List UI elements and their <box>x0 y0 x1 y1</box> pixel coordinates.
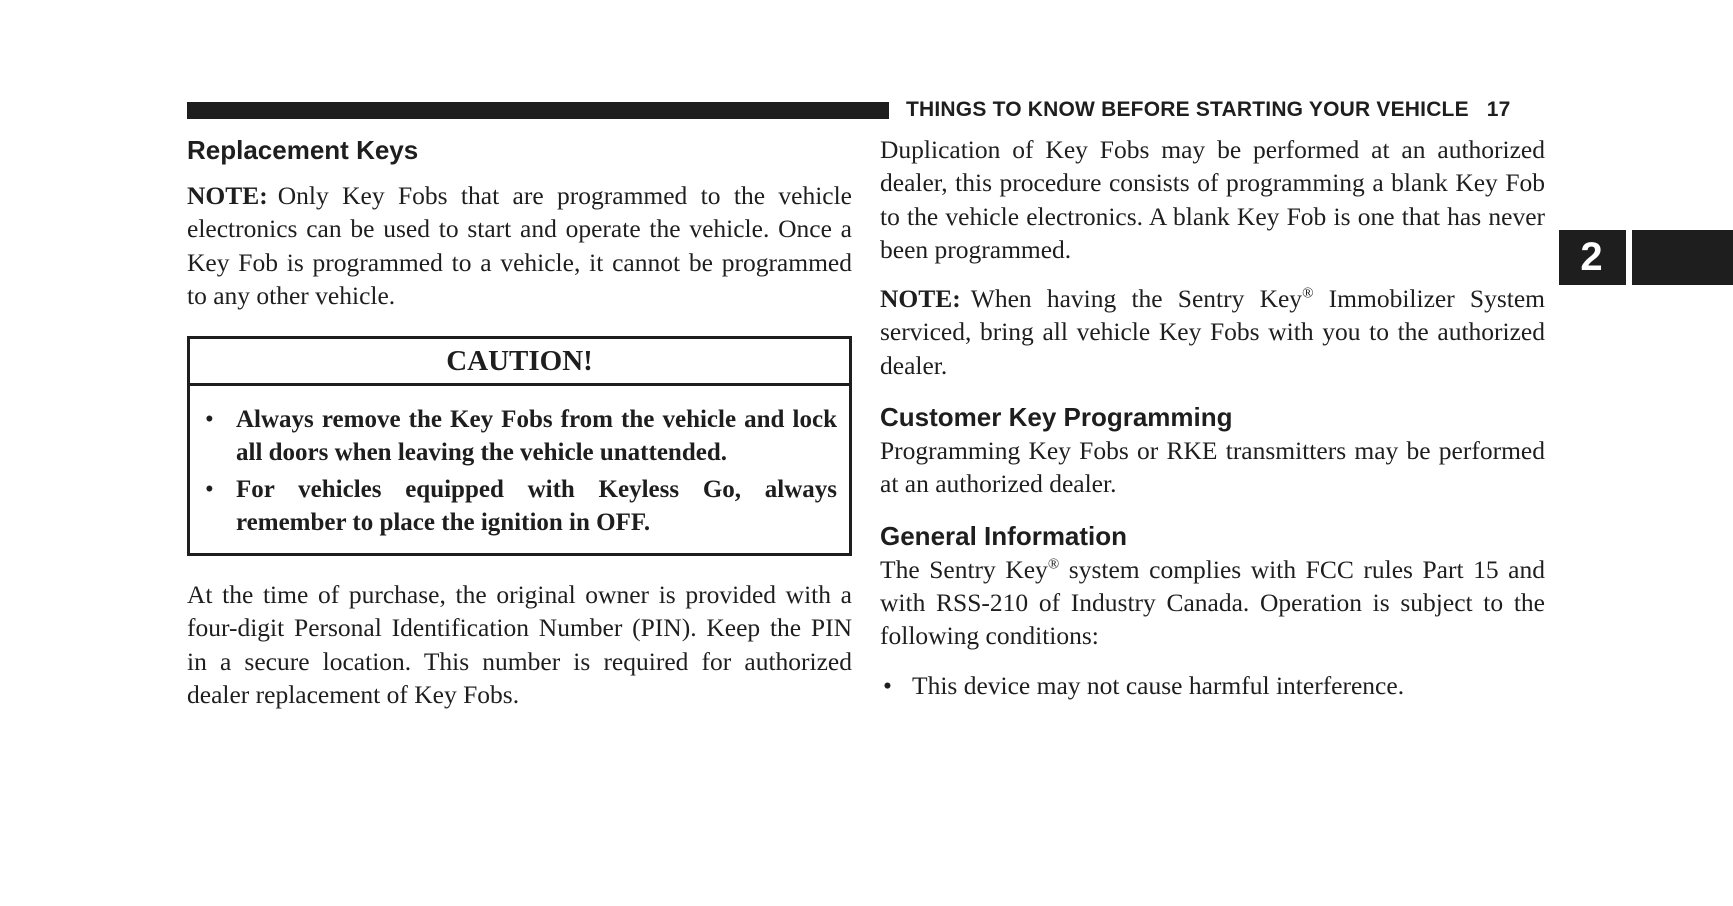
caution-item: • Always remove the Key Fobs from the vehicle and lock all doors when leaving the vehicle unattended. <box>202 403 837 469</box>
customer-key-programming-heading: Customer Key Programming <box>880 402 1233 433</box>
note-text: Only Key Fobs that are programmed to the vehicle electronics can be used to start and operate the vehicle. Once a Key Fob is programmed to a vehicle, it cannot be programmed to any other vehicle. <box>187 181 852 310</box>
customer-key-programming-text: Programming Key Fobs or RKE transmitters may be performed at an authorized dealer. <box>880 436 1545 499</box>
note-label: NOTE: <box>880 284 961 314</box>
running-header <box>906 98 1511 122</box>
general-text-before: The Sentry Key <box>880 554 1048 584</box>
registered-mark: ® <box>1302 285 1314 302</box>
note-text-after: Immobilizer System serviced, bring all vehicle Key Fobs with you to the authorized dealer. <box>880 284 1545 380</box>
note-label: NOTE: <box>187 181 268 210</box>
condition-item: • This device may not cause harmful interference. <box>880 669 1545 702</box>
registered-mark: ® <box>1047 556 1060 573</box>
page-number: 17 <box>1486 98 1511 121</box>
caution-item: • For vehicles equipped with Keyless Go, always remember to place the ignition in OFF. <box>202 473 837 539</box>
replacement-keys-note <box>187 179 852 312</box>
caution-box <box>187 336 852 556</box>
duplication-paragraph: Duplication of Key Fobs may be performed at an authorized dealer, this procedure consists of programming a blank Key Fob to the vehicle electronics. A blank Key Fob is one that has never been programmed. <box>880 135 1545 264</box>
section-tab <box>1559 230 1733 285</box>
section-tab-stripe <box>1626 230 1632 285</box>
replacement-keys-heading: Replacement Keys <box>187 135 419 165</box>
conditions-list <box>880 669 1545 702</box>
left-column <box>187 133 852 711</box>
pin-paragraph: At the time of purchase, the original owner is provided with a four-digit Personal Identification Number (PIN). Keep the PIN in a secure location. This number is required for authorized dealer replacement of Key Fobs. <box>187 580 852 710</box>
general-information-heading: General Information <box>880 520 1128 551</box>
header-rule <box>187 102 889 119</box>
immobilizer-note <box>880 282 1545 382</box>
note-text-before: When having the Sentry Key <box>970 284 1303 314</box>
right-column <box>880 133 1545 702</box>
header-title: THINGS TO KNOW BEFORE STARTING YOUR VEHICLE <box>906 98 1469 121</box>
caution-title: CAUTION! <box>190 339 849 386</box>
general-text-after: system complies with FCC rules Part 15 and with RSS-210 of Industry Canada. Operation is subject to the following conditions: <box>880 554 1545 651</box>
caution-list <box>190 386 849 553</box>
section-tab-number: 2 <box>1580 235 1603 279</box>
general-information-text <box>880 553 1545 653</box>
